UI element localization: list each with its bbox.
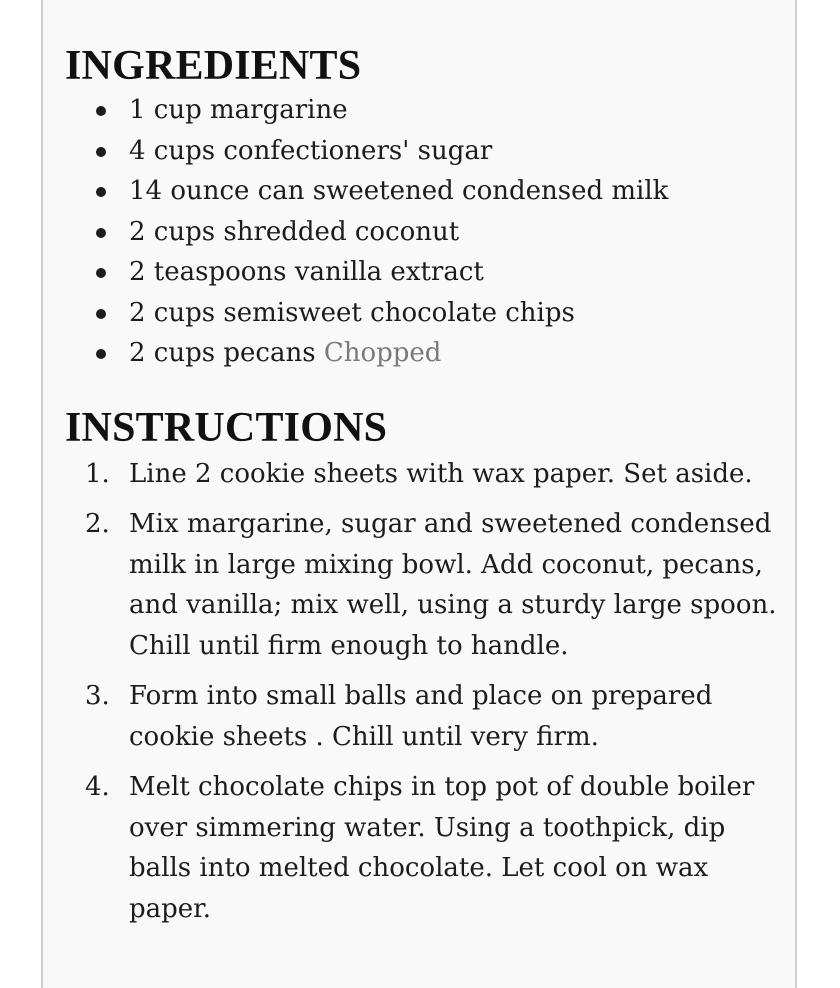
ingredient-item (65, 333, 781, 374)
instructions-heading: INSTRUCTIONS (65, 404, 388, 451)
step-text: Mix margarine, sugar and sweetened condensed milk in large mixing bowl. Add coconut, pecans, and vanilla; mix well, using a sturdy large spoon. Chill until firm enough to handle. (129, 509, 777, 661)
ingredient-text: 2 cups semisweet chocolate chips (129, 297, 575, 328)
ingredient-item (65, 293, 781, 334)
ingredient-text: 2 teaspoons vanilla extract (129, 257, 484, 287)
ingredient-text: 14 ounce can sweetened condensed milk (129, 176, 669, 206)
instruction-step (65, 767, 781, 929)
ingredient-text: 1 cup margarine (129, 95, 348, 125)
ingredient-item (65, 212, 781, 253)
ingredient-item (65, 171, 781, 212)
ingredient-item (65, 131, 781, 172)
step-number: 1. (85, 458, 110, 489)
bullet-icon (96, 106, 106, 116)
instruction-step (65, 454, 781, 495)
instruction-step (65, 676, 781, 757)
step-text: Melt chocolate chips in top pot of double boiler over simmering water. Using a toothpick, dip balls into melted chocolate. Let cool on wax paper. (129, 772, 755, 924)
bullet-icon (96, 309, 106, 319)
ingredient-item (65, 252, 781, 293)
ingredient-note: Chopped (323, 338, 442, 368)
bullet-icon (96, 228, 106, 238)
step-number: 2. (85, 509, 110, 539)
recipe-content (65, 42, 781, 939)
recipe-card (41, 0, 797, 988)
ingredient-text: 2 cups pecans (129, 338, 316, 368)
step-number: 4. (85, 772, 110, 802)
step-number: 3. (85, 681, 110, 711)
ingredient-item (65, 90, 781, 131)
instruction-step (65, 504, 781, 666)
step-text: Form into small balls and place on prepared cookie sheets . Chill until very firm. (129, 681, 713, 752)
bullet-icon (96, 147, 106, 157)
ingredient-text: 4 cups confectioners' sugar (129, 135, 493, 166)
ingredients-heading: INGREDIENTS (65, 43, 362, 89)
step-text: Line 2 cookie sheets with wax paper. Set aside. (129, 458, 753, 489)
bullet-icon (96, 349, 106, 359)
bullet-icon (96, 268, 106, 278)
ingredient-text: 2 cups shredded coconut (129, 216, 460, 247)
ingredients-list (65, 90, 781, 374)
instructions-list (65, 454, 781, 930)
bullet-icon (96, 187, 106, 197)
